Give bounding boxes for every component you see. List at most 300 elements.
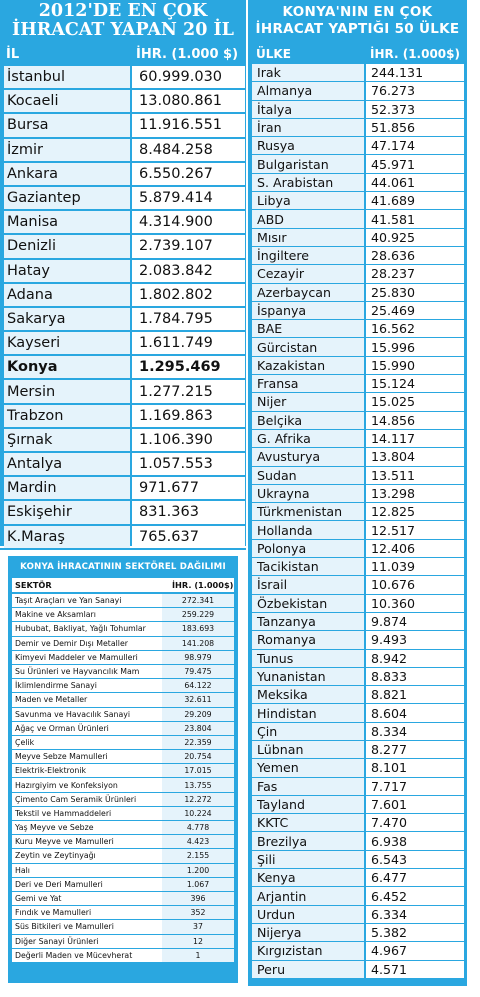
- province-row-label: K.Maraş: [4, 526, 130, 548]
- country-row: [248, 521, 467, 539]
- country-row: [248, 467, 467, 485]
- country-row-label: Tacikistan: [252, 558, 364, 575]
- country-row-value: 8.604: [366, 704, 464, 721]
- country-row-value: 8.277: [366, 741, 464, 758]
- country-row: [248, 796, 467, 814]
- provinces-title-line1: 2012'DE EN ÇOK: [38, 1, 208, 21]
- country-row-label: Özbekistan: [252, 595, 364, 612]
- country-row-value: 6.334: [366, 906, 464, 923]
- country-row-label: Polonya: [252, 540, 364, 557]
- country-row-value: 12.406: [366, 540, 464, 557]
- country-row-value: 6.938: [366, 832, 464, 849]
- country-row-label: Tunus: [252, 650, 364, 667]
- province-row-value: 765.637: [132, 526, 245, 548]
- provinces-title-line2: İHRACAT YAPAN 20 İL: [12, 20, 234, 40]
- country-row-label: ABD: [252, 210, 364, 227]
- sector-row: [12, 906, 234, 920]
- country-row: [248, 832, 467, 850]
- country-row: [248, 338, 467, 356]
- country-row: [248, 759, 467, 777]
- country-row-value: 15.025: [366, 393, 464, 410]
- country-row-label: Urdun: [252, 906, 364, 923]
- province-row: [0, 308, 246, 332]
- sector-row: [12, 665, 234, 679]
- country-row-label: Fransa: [252, 375, 364, 392]
- sector-row-label: Kuru Meyve ve Mamulleri: [12, 835, 162, 848]
- sector-row-label: Kimyevi Maddeler ve Mamulleri: [12, 651, 162, 664]
- sector-row-value: 20.754: [162, 750, 234, 763]
- country-row: [248, 284, 467, 302]
- sector-row: [12, 679, 234, 693]
- sector-row: [12, 807, 234, 821]
- country-row: [248, 375, 467, 393]
- country-row-label: Ukrayna: [252, 485, 364, 502]
- country-row: [248, 64, 467, 82]
- provinces-col-value: İHR. (1.000 $): [136, 47, 239, 62]
- country-row-value: 7.470: [366, 814, 464, 831]
- sector-row-label: Taşıt Araçları ve Yan Sanayi: [12, 594, 162, 607]
- country-row-label: Belçika: [252, 412, 364, 429]
- country-row-label: İtalya: [252, 101, 364, 118]
- country-row-label: G. Afrika: [252, 430, 364, 447]
- province-row-value: 1.295.469: [132, 356, 245, 378]
- country-row: [248, 778, 467, 796]
- sector-row-label: Zeytin ve Zeytinyağı: [12, 849, 162, 862]
- province-row-value: 5.879.414: [132, 187, 245, 209]
- country-row: [248, 448, 467, 466]
- province-row-value: 1.784.795: [132, 308, 245, 330]
- country-row: [248, 814, 467, 832]
- sector-row-label: Çimento Cam Seramik Ürünleri: [12, 793, 162, 806]
- country-row-label: Yunanistan: [252, 668, 364, 685]
- province-row-label: Şırnak: [4, 429, 130, 451]
- provinces-col-name: İL: [6, 47, 20, 62]
- country-row-value: 41.689: [366, 192, 464, 209]
- country-row-value: 8.821: [366, 686, 464, 703]
- sector-row-value: 1.200: [162, 864, 234, 877]
- sector-row-value: 396: [162, 892, 234, 905]
- sector-row-label: Hazırgiyim ve Konfeksiyon: [12, 778, 162, 791]
- province-row: [0, 453, 246, 477]
- province-row-label: İzmir: [4, 139, 130, 161]
- country-row: [248, 101, 467, 119]
- country-row-value: 10.360: [366, 595, 464, 612]
- provinces-table: [0, 0, 246, 546]
- province-row-label: Bursa: [4, 114, 130, 136]
- country-row-label: Gürcistan: [252, 338, 364, 355]
- sector-row-value: 2.155: [162, 849, 234, 862]
- sector-row-value: 37: [162, 920, 234, 933]
- country-row: [248, 174, 467, 192]
- country-row-label: Arjantin: [252, 887, 364, 904]
- province-row-value: 831.363: [132, 501, 245, 523]
- country-row-value: 12.825: [366, 503, 464, 520]
- province-row-label: Gaziantep: [4, 187, 130, 209]
- country-row-value: 13.804: [366, 448, 464, 465]
- country-row-value: 8.101: [366, 759, 464, 776]
- country-row: [248, 393, 467, 411]
- province-row-value: 971.677: [132, 477, 245, 499]
- sectors-table: [8, 556, 238, 983]
- province-row-value: 1.802.802: [132, 284, 245, 306]
- country-row: [248, 192, 467, 210]
- province-row-value: 1.169.863: [132, 405, 245, 427]
- country-row: [248, 137, 467, 155]
- country-row-value: 9.493: [366, 631, 464, 648]
- countries-title-line1: KONYA'NIN EN ÇOK: [282, 4, 433, 20]
- sector-row-label: Yaş Meyve ve Sebze: [12, 821, 162, 834]
- country-row-value: 4.967: [366, 942, 464, 959]
- country-row-value: 7.717: [366, 778, 464, 795]
- country-row-value: 4.571: [366, 961, 464, 978]
- sector-row-label: Ağaç ve Orman Ürünleri: [12, 722, 162, 735]
- country-row: [248, 723, 467, 741]
- country-row-value: 15.124: [366, 375, 464, 392]
- province-row-value: 4.314.900: [132, 211, 245, 233]
- country-row: [248, 961, 467, 979]
- country-row-label: İngiltere: [252, 247, 364, 264]
- province-row: [0, 187, 246, 211]
- sector-row-value: 79.475: [162, 665, 234, 678]
- province-row-value: 11.916.551: [132, 114, 245, 136]
- country-row-value: 51.856: [366, 119, 464, 136]
- country-row: [248, 741, 467, 759]
- country-row: [248, 503, 467, 521]
- sector-row: [12, 651, 234, 665]
- province-row: [0, 90, 246, 114]
- country-row-value: 52.373: [366, 101, 464, 118]
- country-row-label: Cezayir: [252, 265, 364, 282]
- country-row: [248, 229, 467, 247]
- country-row-label: İran: [252, 119, 364, 136]
- sector-row: [12, 764, 234, 778]
- country-row-label: Bulgaristan: [252, 155, 364, 172]
- countries-col-value: İHR. (1.000$): [370, 46, 460, 61]
- country-row-label: Türkmenistan: [252, 503, 364, 520]
- province-row-value: 1.611.749: [132, 332, 245, 354]
- sector-row-value: 98.979: [162, 651, 234, 664]
- sector-row-label: Halı: [12, 864, 162, 877]
- sector-row-label: Fındık ve Mamulleri: [12, 906, 162, 919]
- sector-row-label: Elektrik-Elektronik: [12, 764, 162, 777]
- sector-row-label: Tekstil ve Hammaddeleri: [12, 807, 162, 820]
- sector-row-label: Süs Bitkileri ve Mamulleri: [12, 920, 162, 933]
- sector-row: [12, 821, 234, 835]
- country-row: [248, 247, 467, 265]
- sector-row-label: Meyve Sebze Mamulleri: [12, 750, 162, 763]
- sector-row: [12, 864, 234, 878]
- province-row-value: 6.550.267: [132, 163, 245, 185]
- sectors-title: KONYA İHRACATININ SEKTÖREL DAĞILIMI: [20, 562, 226, 572]
- sector-row: [12, 793, 234, 807]
- province-row: [0, 211, 246, 235]
- country-row-value: 14.856: [366, 412, 464, 429]
- country-row-value: 16.562: [366, 320, 464, 337]
- sector-row: [12, 849, 234, 863]
- province-row: [0, 139, 246, 163]
- province-row: [0, 477, 246, 501]
- country-row-label: KKTC: [252, 814, 364, 831]
- province-row-label: Adana: [4, 284, 130, 306]
- sector-row: [12, 835, 234, 849]
- sector-row: [12, 750, 234, 764]
- country-row: [248, 631, 467, 649]
- province-row-label: Ankara: [4, 163, 130, 185]
- province-row-label: Trabzon: [4, 405, 130, 427]
- country-row-value: 47.174: [366, 137, 464, 154]
- sector-row-label: Savunma ve Havacılık Sanayi: [12, 708, 162, 721]
- province-row: [0, 380, 246, 404]
- country-row-value: 41.581: [366, 210, 464, 227]
- country-row-value: 13.298: [366, 485, 464, 502]
- sectors-col-name: SEKTÖR: [15, 580, 52, 590]
- province-row-label: Kocaeli: [4, 90, 130, 112]
- sector-row-value: 17.015: [162, 764, 234, 777]
- sector-row-value: 64.122: [162, 679, 234, 692]
- sector-row: [12, 608, 234, 622]
- country-row-value: 15.990: [366, 357, 464, 374]
- country-row: [248, 851, 467, 869]
- country-row-label: Fas: [252, 778, 364, 795]
- province-row-label: Konya: [4, 356, 130, 378]
- country-row-label: Kırgızistan: [252, 942, 364, 959]
- country-row: [248, 558, 467, 576]
- country-row-label: Yemen: [252, 759, 364, 776]
- country-row-label: Tanzanya: [252, 613, 364, 630]
- province-row: [0, 501, 246, 525]
- sector-row: [12, 878, 234, 892]
- country-row-value: 8.833: [366, 668, 464, 685]
- country-row-value: 28.237: [366, 265, 464, 282]
- sector-row-value: 23.804: [162, 722, 234, 735]
- country-row: [248, 613, 467, 631]
- sector-row: [12, 622, 234, 636]
- sector-row: [12, 693, 234, 707]
- province-row-value: 2.739.107: [132, 235, 245, 257]
- sector-row-value: 29.209: [162, 708, 234, 721]
- country-row-label: Libya: [252, 192, 364, 209]
- country-row-value: 6.543: [366, 851, 464, 868]
- country-row-value: 40.925: [366, 229, 464, 246]
- sectors-rows: [12, 594, 234, 963]
- sector-row-value: 1: [162, 949, 234, 962]
- province-row: [0, 235, 246, 259]
- country-row-value: 76.273: [366, 82, 464, 99]
- sector-row-label: Su Ürünleri ve Hayvancılık Mam: [12, 665, 162, 678]
- sector-row-value: 12: [162, 935, 234, 948]
- country-row: [248, 210, 467, 228]
- country-row: [248, 686, 467, 704]
- country-row-label: Irak: [252, 64, 364, 81]
- country-row: [248, 704, 467, 722]
- province-row-value: 1.106.390: [132, 429, 245, 451]
- provinces-header: [0, 44, 246, 65]
- sector-row: [12, 708, 234, 722]
- country-row: [248, 155, 467, 173]
- country-row: [248, 119, 467, 137]
- country-row: [248, 906, 467, 924]
- sector-row-value: 10.224: [162, 807, 234, 820]
- country-row-label: Brezilya: [252, 832, 364, 849]
- country-row: [248, 540, 467, 558]
- sector-row-label: İklimlendirme Sanayi: [12, 679, 162, 692]
- province-row: [0, 114, 246, 138]
- sector-row-value: 141.208: [162, 637, 234, 650]
- province-row-label: Sakarya: [4, 308, 130, 330]
- sector-row-value: 13.755: [162, 778, 234, 791]
- country-row: [248, 265, 467, 283]
- country-row-value: 11.039: [366, 558, 464, 575]
- province-row: [0, 284, 246, 308]
- country-row-value: 7.601: [366, 796, 464, 813]
- country-row-value: 25.830: [366, 284, 464, 301]
- province-row-label: Denizli: [4, 235, 130, 257]
- country-row-label: Rusya: [252, 137, 364, 154]
- country-row-value: 44.061: [366, 174, 464, 191]
- province-row: [0, 405, 246, 429]
- country-row-value: 8.334: [366, 723, 464, 740]
- country-row-value: 244.131: [366, 64, 464, 81]
- sector-row: [12, 722, 234, 736]
- sector-row-label: Gemi ve Yat: [12, 892, 162, 905]
- countries-table: [248, 0, 467, 986]
- country-row-value: 25.469: [366, 302, 464, 319]
- country-row-value: 15.996: [366, 338, 464, 355]
- country-row: [248, 82, 467, 100]
- provinces-title: [0, 0, 246, 44]
- sector-row: [12, 778, 234, 792]
- province-row: [0, 332, 246, 356]
- province-row: [0, 429, 246, 453]
- province-row-value: 1.057.553: [132, 453, 245, 475]
- country-row-label: Avusturya: [252, 448, 364, 465]
- country-row: [248, 924, 467, 942]
- countries-header: [248, 44, 467, 63]
- province-row-value: 1.277.215: [132, 380, 245, 402]
- sector-row-label: Maden ve Metaller: [12, 693, 162, 706]
- sector-row: [12, 949, 234, 963]
- country-row-value: 12.517: [366, 521, 464, 538]
- sector-row-value: 4.423: [162, 835, 234, 848]
- sector-row-value: 272.341: [162, 594, 234, 607]
- country-row-value: 28.636: [366, 247, 464, 264]
- sector-row-value: 4.778: [162, 821, 234, 834]
- country-row-label: Peru: [252, 961, 364, 978]
- country-row-value: 8.942: [366, 650, 464, 667]
- country-row: [248, 668, 467, 686]
- country-row-label: Meksika: [252, 686, 364, 703]
- province-row: [0, 66, 246, 90]
- country-row-label: Nijer: [252, 393, 364, 410]
- country-row-label: S. Arabistan: [252, 174, 364, 191]
- province-row-label: İstanbul: [4, 66, 130, 88]
- country-row-label: Almanya: [252, 82, 364, 99]
- country-row-label: Mısır: [252, 229, 364, 246]
- country-row-label: Hollanda: [252, 521, 364, 538]
- sector-row: [12, 920, 234, 934]
- sector-row: [12, 637, 234, 651]
- country-row-label: İspanya: [252, 302, 364, 319]
- province-row-label: Eskişehir: [4, 501, 130, 523]
- country-row-label: Kenya: [252, 869, 364, 886]
- country-row: [248, 869, 467, 887]
- sector-row-value: 22.359: [162, 736, 234, 749]
- country-row: [248, 650, 467, 668]
- province-row-label: Manisa: [4, 211, 130, 233]
- country-row-value: 14.117: [366, 430, 464, 447]
- country-row-value: 10.676: [366, 576, 464, 593]
- province-row-value: 8.484.258: [132, 139, 245, 161]
- province-row: [0, 260, 246, 284]
- country-row: [248, 412, 467, 430]
- province-row-label: Kayseri: [4, 332, 130, 354]
- country-row: [248, 942, 467, 960]
- province-row: [0, 163, 246, 187]
- sector-row: [12, 736, 234, 750]
- sector-row-value: 183.693: [162, 622, 234, 635]
- country-row-label: Hindistan: [252, 704, 364, 721]
- sector-row: [12, 892, 234, 906]
- country-row-value: 9.874: [366, 613, 464, 630]
- sector-row-value: 1.067: [162, 878, 234, 891]
- sector-row-label: Deri ve Deri Mamulleri: [12, 878, 162, 891]
- sector-row: [12, 935, 234, 949]
- province-row-label: Mersin: [4, 380, 130, 402]
- sector-row-label: Hububat, Bakliyat, Yağlı Tohumlar: [12, 622, 162, 635]
- province-row: [0, 356, 246, 380]
- province-row-value: 13.080.861: [132, 90, 245, 112]
- countries-rows: [248, 64, 467, 979]
- country-row-value: 6.477: [366, 869, 464, 886]
- country-row-label: Şili: [252, 851, 364, 868]
- countries-col-name: ÜLKE: [256, 46, 291, 61]
- country-row-value: 13.511: [366, 467, 464, 484]
- country-row-label: İsrail: [252, 576, 364, 593]
- sector-row-value: 352: [162, 906, 234, 919]
- sector-row-label: Değerli Maden ve Mücevherat: [12, 949, 162, 962]
- province-row-value: 60.999.030: [132, 66, 245, 88]
- provinces-rows: [0, 66, 246, 550]
- countries-title-line2: İHRACAT YAPTIĞI 50 ÜLKE: [255, 21, 460, 37]
- country-row-label: Lübnan: [252, 741, 364, 758]
- country-row: [248, 320, 467, 338]
- province-row-label: Hatay: [4, 260, 130, 282]
- countries-title: [248, 0, 467, 44]
- sector-row-value: 32.611: [162, 693, 234, 706]
- country-row-label: Çin: [252, 723, 364, 740]
- country-row-label: BAE: [252, 320, 364, 337]
- sectors-col-value: İHR. (1.000$): [172, 580, 234, 590]
- country-row-value: 6.452: [366, 887, 464, 904]
- sector-row-value: 259.229: [162, 608, 234, 621]
- country-row: [248, 357, 467, 375]
- country-row: [248, 302, 467, 320]
- province-row-label: Mardin: [4, 477, 130, 499]
- country-row: [248, 595, 467, 613]
- country-row: [248, 430, 467, 448]
- country-row-label: Tayland: [252, 796, 364, 813]
- country-row-label: Romanya: [252, 631, 364, 648]
- province-row: [0, 526, 246, 550]
- country-row: [248, 485, 467, 503]
- country-row: [248, 576, 467, 594]
- province-row-value: 2.083.842: [132, 260, 245, 282]
- country-row-value: 45.971: [366, 155, 464, 172]
- sector-row-label: Demir ve Demir Dışı Metaller: [12, 637, 162, 650]
- sectors-header: [12, 578, 234, 592]
- country-row-value: 5.382: [366, 924, 464, 941]
- country-row-label: Kazakistan: [252, 357, 364, 374]
